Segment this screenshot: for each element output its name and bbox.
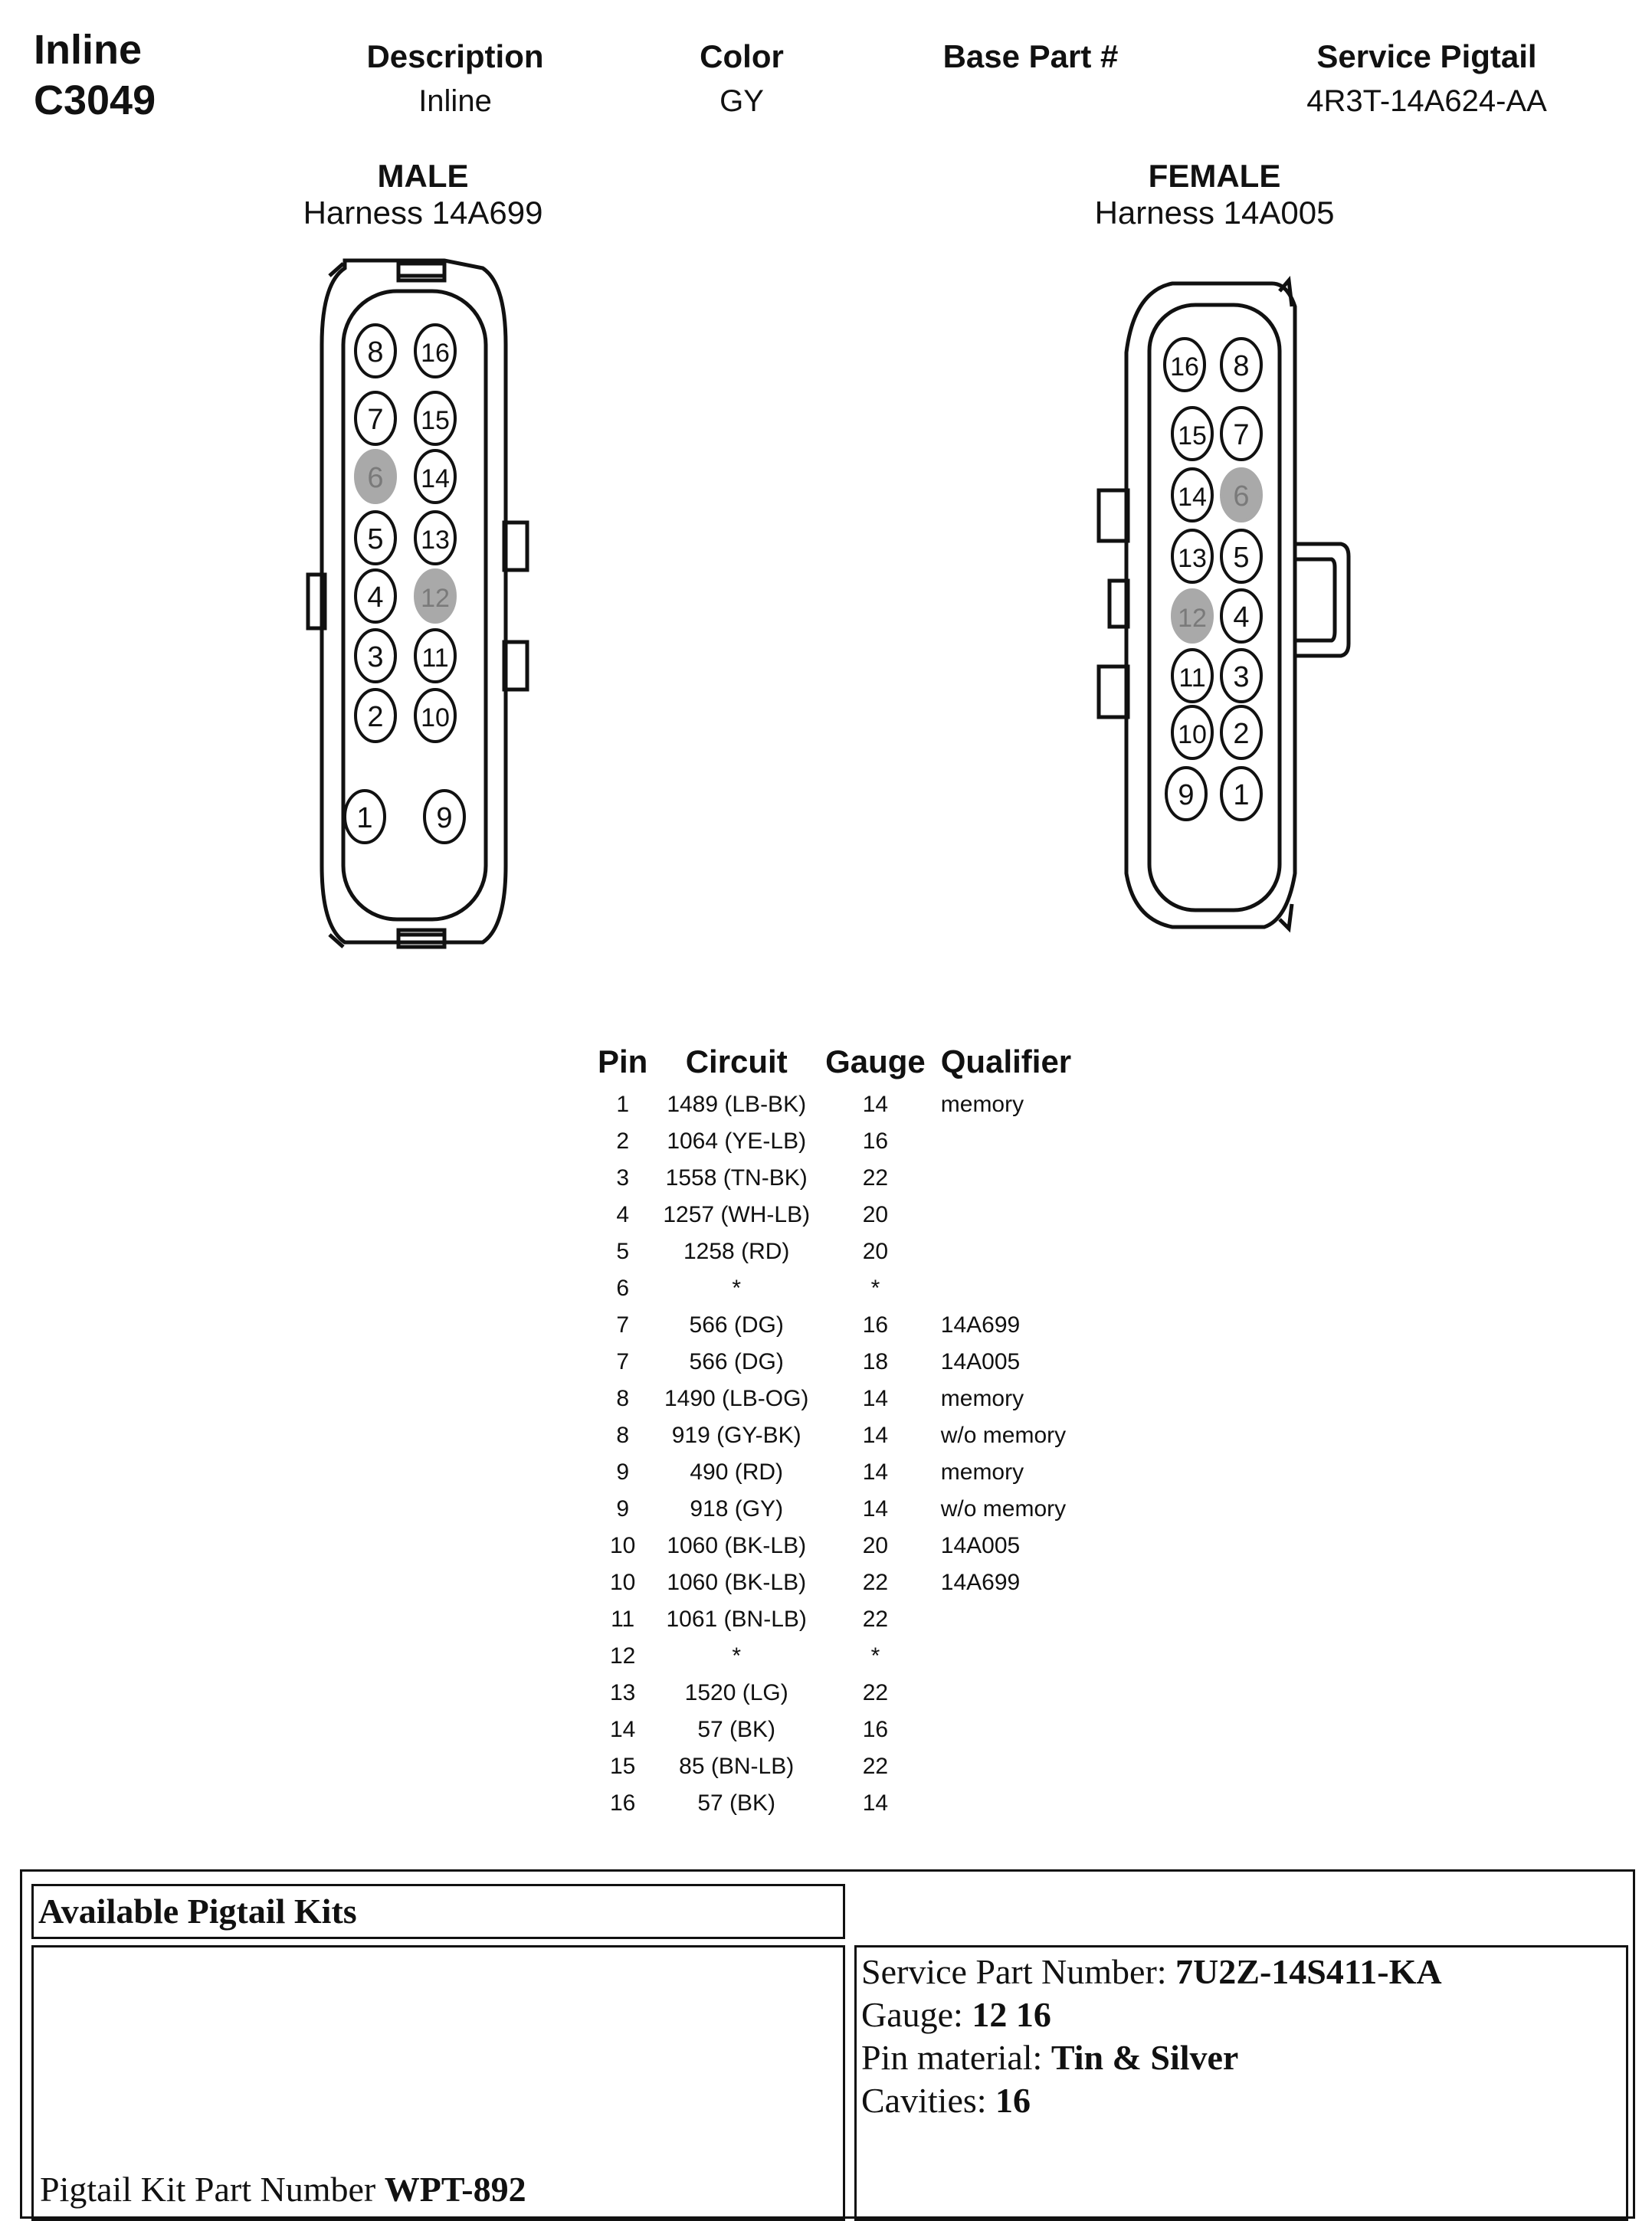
- pigtail-kits-title-box: [31, 1884, 845, 1939]
- circuit-cell: 918 (GY): [690, 1496, 784, 1522]
- service-part-label: Service Part Number:: [861, 1952, 1167, 1991]
- circuit-cell: 919 (GY-BK): [671, 1423, 801, 1448]
- qualifier-cell: 14A005: [940, 1349, 1021, 1374]
- gauge-line: [861, 1993, 1621, 2036]
- female-title-block: [946, 158, 1483, 231]
- pigtail-kit-part-label: Pigtail Kit Part Number: [40, 2170, 376, 2209]
- qualifier-cell: [933, 1638, 1079, 1675]
- gauge-cell: 14: [862, 1459, 889, 1485]
- female-pin-16: [1165, 339, 1205, 391]
- gauge-cell: 14: [862, 1496, 889, 1522]
- pin-cell: 2: [616, 1129, 630, 1154]
- male-pin-5: [356, 512, 395, 564]
- female-pin-label: 11: [1178, 663, 1206, 693]
- gauge-cell: 22: [862, 1680, 889, 1705]
- male-pin-14: [415, 450, 455, 503]
- male-pin-label: 7: [367, 404, 384, 436]
- male-title-block: [155, 158, 691, 231]
- female-title: FEMALE: [1148, 158, 1281, 194]
- cavities-value: 16: [995, 2081, 1031, 2120]
- male-pin-label: 13: [421, 526, 450, 555]
- qualifier-cell: w/o memory: [940, 1496, 1067, 1522]
- pin-cell: 1: [616, 1092, 630, 1117]
- female-pin-group: [1165, 339, 1261, 820]
- pigtail-kit-part-box: [31, 1945, 845, 2221]
- female-pin-label: 6: [1233, 480, 1250, 513]
- gauge-cell: 14: [862, 1386, 889, 1411]
- table-row: [590, 1564, 1079, 1601]
- male-pin-6: [356, 450, 395, 503]
- female-pin-3: [1221, 650, 1261, 702]
- female-pin-label: 9: [1178, 779, 1195, 811]
- female-pin-label: 7: [1233, 419, 1250, 451]
- pigtail-kit-part-value: WPT-892: [384, 2170, 526, 2209]
- pin-table: [590, 1043, 1079, 1822]
- qualifier-cell: [933, 1785, 1079, 1822]
- male-pin-label: 14: [421, 464, 450, 493]
- circuit-cell: 85 (BN-LB): [679, 1754, 795, 1779]
- table-row: [590, 1785, 1079, 1822]
- table-row: [590, 1123, 1079, 1160]
- pin-column-header: Pin: [598, 1043, 648, 1079]
- service-part-line: [861, 1951, 1621, 1993]
- female-pin-13: [1172, 530, 1212, 582]
- gauge-cell: 20: [862, 1533, 889, 1558]
- description-value: Inline: [418, 84, 492, 118]
- qualifier-cell: [933, 1270, 1079, 1307]
- pin-cell: 4: [616, 1202, 630, 1227]
- table-row: [590, 1197, 1079, 1233]
- pin-cell: 9: [616, 1496, 630, 1522]
- pin-cell: 5: [616, 1239, 630, 1264]
- female-pin-label: 8: [1233, 350, 1250, 382]
- cavities-label: Cavities:: [861, 2081, 987, 2120]
- table-row: [590, 1712, 1079, 1748]
- female-pin-10: [1172, 706, 1212, 758]
- female-pin-1: [1221, 768, 1261, 820]
- table-row: [590, 1086, 1079, 1123]
- male-pin-label: 1: [356, 802, 373, 834]
- pin-cell: 10: [609, 1533, 636, 1558]
- pin-cell: 15: [609, 1754, 636, 1779]
- female-pin-2: [1221, 706, 1261, 758]
- pin-cell: 13: [609, 1680, 636, 1705]
- table-row: [590, 1748, 1079, 1785]
- male-pin-label: 5: [367, 523, 384, 555]
- female-pin-11: [1172, 650, 1212, 702]
- circuit-cell: 1520 (LG): [684, 1680, 788, 1705]
- qualifier-cell: [933, 1197, 1079, 1233]
- qualifier-cell: memory: [940, 1459, 1024, 1485]
- table-row: [590, 1233, 1079, 1270]
- female-pin-8: [1221, 339, 1261, 391]
- pin-cell: 6: [616, 1276, 630, 1301]
- female-harness: Harness 14A005: [1094, 195, 1335, 231]
- service-pigtail-header: Service Pigtail: [1316, 38, 1537, 74]
- female-pin-9: [1166, 768, 1206, 820]
- circuit-cell: 1061 (BN-LB): [666, 1607, 807, 1632]
- gauge-cell: *: [870, 1643, 880, 1669]
- male-pin-label: 3: [367, 641, 384, 673]
- table-row: [590, 1270, 1079, 1307]
- pin-table-body: [590, 1086, 1079, 1822]
- male-pin-label: 11: [421, 644, 449, 673]
- base-part-header: Base Part #: [942, 38, 1119, 74]
- circuit-cell: 1490 (LB-OG): [664, 1386, 809, 1411]
- male-harness: Harness 14A699: [303, 195, 543, 231]
- female-pin-label: 4: [1233, 601, 1250, 634]
- qualifier-cell: memory: [940, 1092, 1024, 1117]
- female-pin-4: [1221, 590, 1261, 642]
- circuit-cell: 1257 (WH-LB): [663, 1202, 811, 1227]
- pin-cell: 10: [609, 1570, 636, 1595]
- gauge-cell: *: [870, 1276, 880, 1301]
- gauge-cell: 14: [862, 1092, 889, 1117]
- gauge-cell: 20: [862, 1239, 889, 1264]
- description-header: Description: [366, 38, 544, 74]
- male-pin-4: [356, 570, 395, 622]
- male-pin-3: [356, 630, 395, 682]
- male-pin-label: 15: [421, 406, 450, 435]
- table-row: [590, 1528, 1079, 1564]
- pigtail-kits-panel: [20, 1869, 1635, 2219]
- circuit-cell: 490 (RD): [690, 1459, 784, 1485]
- gauge-cell: 22: [862, 1165, 889, 1191]
- table-row: [590, 1675, 1079, 1712]
- female-pin-12: [1172, 590, 1212, 642]
- pin-cell: 8: [616, 1386, 630, 1411]
- pin-cell: 11: [611, 1607, 635, 1632]
- circuit-cell: 57 (BK): [697, 1790, 776, 1816]
- connector-id: C3049: [34, 77, 156, 123]
- female-pin-label: 5: [1233, 542, 1250, 574]
- color-header: Color: [700, 38, 784, 74]
- gauge-cell: 16: [862, 1129, 889, 1154]
- gauge-cell: 16: [862, 1312, 889, 1338]
- circuit-cell: 566 (DG): [689, 1349, 784, 1374]
- qualifier-cell: [933, 1675, 1079, 1712]
- table-row: [590, 1454, 1079, 1491]
- cavities-line: [861, 2079, 1621, 2122]
- table-row: [590, 1344, 1079, 1381]
- qualifier-column-header: Qualifier: [940, 1043, 1072, 1079]
- gauge-cell: 20: [862, 1202, 889, 1227]
- pin-material-line: [861, 2036, 1621, 2079]
- male-pin-2: [356, 690, 395, 742]
- qualifier-cell: [933, 1123, 1079, 1160]
- pin-cell: 16: [609, 1790, 636, 1816]
- table-row: [590, 1160, 1079, 1197]
- qualifier-cell: [933, 1748, 1079, 1785]
- female-pin-14: [1172, 469, 1212, 521]
- qualifier-cell: [933, 1601, 1079, 1638]
- color-value: GY: [719, 84, 764, 118]
- male-top-latch: [398, 264, 444, 280]
- male-pin-1: [345, 791, 385, 843]
- circuit-cell: *: [732, 1643, 742, 1669]
- male-pin-8: [356, 325, 395, 377]
- female-pin-label: 3: [1233, 661, 1250, 693]
- qualifier-cell: 14A699: [940, 1570, 1021, 1595]
- female-pin-label: 12: [1178, 604, 1207, 633]
- qualifier-cell: [933, 1712, 1079, 1748]
- female-pin-15: [1172, 408, 1212, 460]
- female-pin-6: [1221, 469, 1261, 521]
- pin-cell: 12: [609, 1643, 636, 1669]
- male-pin-label: 9: [436, 802, 453, 834]
- male-pin-label: 4: [367, 581, 384, 614]
- gauge-cell: 22: [862, 1754, 889, 1779]
- male-title: MALE: [377, 158, 469, 194]
- gauge-column-header: Gauge: [825, 1043, 926, 1079]
- pigtail-kits-title: Available Pigtail Kits: [38, 1892, 357, 1931]
- male-pin-10: [415, 690, 455, 742]
- gauge-cell: 14: [862, 1790, 889, 1816]
- pin-table-header-row: [590, 1043, 1079, 1086]
- circuit-cell: 57 (BK): [697, 1717, 776, 1742]
- connector-type: Inline: [34, 27, 143, 73]
- male-pin-9: [424, 791, 464, 843]
- circuit-cell: 1489 (LB-BK): [667, 1092, 807, 1117]
- qualifier-cell: memory: [940, 1386, 1024, 1411]
- qualifier-cell: [933, 1233, 1079, 1270]
- circuit-cell: 1258 (RD): [683, 1239, 790, 1264]
- female-pin-label: 14: [1178, 483, 1207, 512]
- male-pin-15: [415, 392, 455, 444]
- male-pin-label: 8: [367, 336, 384, 369]
- qualifier-cell: 14A005: [940, 1533, 1021, 1558]
- service-part-value: 7U2Z-14S411-KA: [1175, 1952, 1442, 1991]
- male-pin-label: 10: [421, 703, 450, 732]
- circuit-cell: 1064 (YE-LB): [667, 1129, 807, 1154]
- male-pin-7: [356, 392, 395, 444]
- male-pin-group: [345, 325, 464, 843]
- male-pin-16: [415, 325, 455, 377]
- male-connector-diagram: [299, 253, 544, 958]
- pin-cell: 14: [609, 1717, 636, 1742]
- table-row: [590, 1417, 1079, 1454]
- male-pin-label: 6: [367, 462, 384, 494]
- qualifier-cell: [933, 1160, 1079, 1197]
- service-pigtail-value: 4R3T-14A624-AA: [1306, 84, 1547, 118]
- table-row: [590, 1491, 1079, 1528]
- male-bottom-latch: [398, 930, 444, 947]
- gauge-cell: 18: [862, 1349, 889, 1374]
- gauge-cell: 22: [862, 1570, 889, 1595]
- male-shell-outer: [322, 260, 506, 942]
- female-pin-7: [1221, 408, 1261, 460]
- female-pin-label: 13: [1178, 544, 1207, 573]
- circuit-cell: *: [732, 1276, 742, 1301]
- pin-material-value: Tin & Silver: [1051, 2038, 1239, 2077]
- table-row: [590, 1638, 1079, 1675]
- service-part-box: [854, 1945, 1628, 2221]
- circuit-cell: 1558 (TN-BK): [665, 1165, 808, 1191]
- qualifier-cell: 14A699: [940, 1312, 1021, 1338]
- male-pin-13: [415, 512, 455, 564]
- male-pin-12: [415, 570, 455, 622]
- circuit-cell: 1060 (BK-LB): [667, 1570, 807, 1595]
- connector-identity: [34, 25, 156, 126]
- female-pin-label: 1: [1233, 779, 1250, 811]
- female-pin-label: 2: [1233, 718, 1250, 750]
- male-pin-11: [415, 630, 455, 682]
- female-left-key-lower: [1099, 667, 1128, 717]
- gauge-cell: 14: [862, 1423, 889, 1448]
- table-row: [590, 1601, 1079, 1638]
- circuit-cell: 1060 (BK-LB): [667, 1533, 807, 1558]
- table-row: [590, 1307, 1079, 1344]
- female-pin-5: [1221, 530, 1261, 582]
- circuit-column-header: Circuit: [685, 1043, 788, 1079]
- gauge-label: Gauge:: [861, 1995, 963, 2034]
- pin-cell: 7: [616, 1312, 630, 1338]
- pin-cell: 8: [616, 1423, 630, 1448]
- female-pin-label: 16: [1170, 352, 1199, 382]
- female-pin-label: 15: [1178, 421, 1207, 450]
- circuit-cell: 566 (DG): [689, 1312, 784, 1338]
- male-pin-label: 2: [367, 701, 384, 733]
- male-pin-label: 16: [421, 339, 450, 368]
- pin-cell: 9: [616, 1459, 630, 1485]
- gauge-cell: 22: [862, 1607, 889, 1632]
- female-left-key-upper: [1099, 490, 1128, 541]
- pin-cell: 3: [616, 1165, 630, 1191]
- pin-material-label: Pin material:: [861, 2038, 1043, 2077]
- male-pin-label: 12: [421, 584, 450, 613]
- pin-cell: 7: [616, 1349, 630, 1374]
- gauge-cell: 16: [862, 1717, 889, 1742]
- female-connector-diagram: [1088, 260, 1364, 950]
- female-pin-label: 10: [1178, 720, 1207, 749]
- gauge-value: 12 16: [972, 1995, 1051, 2034]
- table-row: [590, 1381, 1079, 1417]
- qualifier-cell: w/o memory: [940, 1423, 1067, 1448]
- pigtail-kit-part: [40, 2169, 526, 2210]
